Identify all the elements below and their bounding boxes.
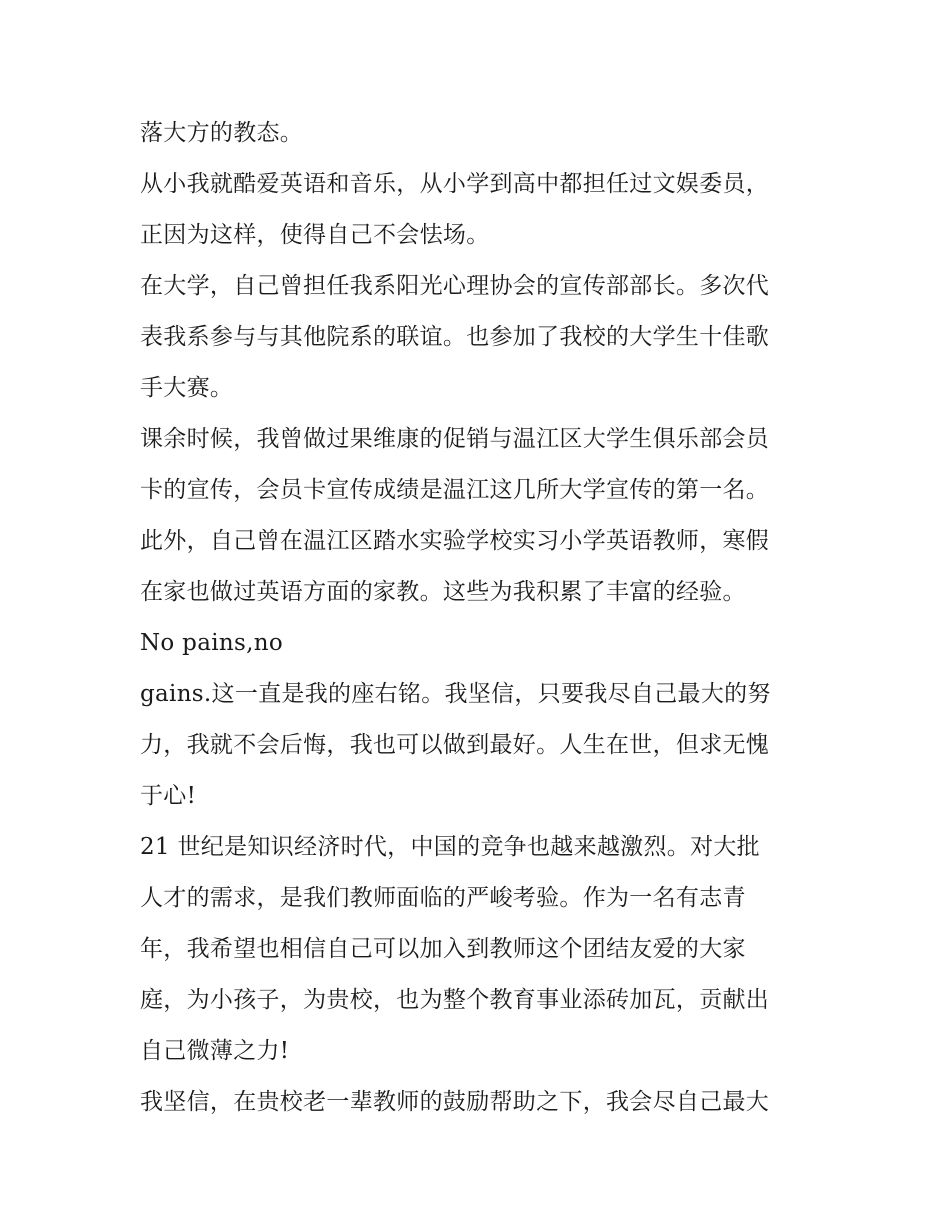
text-line: 表我系参与与其他院系的联谊。也参加了我校的大学生十佳歌	[140, 324, 770, 350]
text-line: 课余时候，我曾做过果维康的促销与温江区大学生俱乐部会员	[140, 426, 770, 452]
text-line: 我坚信，在贵校老一辈教师的鼓励帮助之下，我会尽自己最大	[140, 1089, 770, 1115]
text-line: No pains,no	[140, 630, 283, 656]
text-line: 年，我希望也相信自己可以加入到教师这个团结友爱的大家	[140, 936, 746, 962]
document-body	[140, 108, 820, 1128]
text-line: 力，我就不会后悔，我也可以做到最好。人生在世，但求无愧	[140, 732, 770, 758]
text-line: 在大学，自己曾担任我系阳光心理协会的宣传部部长。多次代	[140, 273, 770, 299]
text-line: 手大赛。	[140, 375, 234, 401]
text-line: 于心!	[140, 783, 197, 809]
text-line: 正因为这样，使得自己不会怯场。	[140, 222, 490, 248]
text-line: 自己微薄之力!	[140, 1038, 290, 1064]
text-line: 庭，为小孩子，为贵校，也为整个教育事业添砖加瓦，贡献出	[140, 987, 770, 1013]
text-line: 从小我就酷爱英语和音乐，从小学到高中都担任过文娱委员，	[140, 171, 770, 197]
text-line: 落大方的教态。	[140, 120, 304, 146]
text-line: 人才的需求，是我们教师面临的严峻考验。作为一名有志青	[140, 885, 746, 911]
text-line: 卡的宣传，会员卡宣传成绩是温江这几所大学宣传的第一名。	[140, 477, 770, 503]
text-line: gains.这一直是我的座右铭。我坚信，只要我尽自己最大的努	[140, 681, 771, 707]
text-line: 在家也做过英语方面的家教。这些为我积累了丰富的经验。	[140, 579, 746, 605]
text-line: 21 世纪是知识经济时代，中国的竞争也越来越激烈。对大批	[140, 834, 760, 860]
text-line: 此外，自己曾在温江区踏水实验学校实习小学英语教师，寒假	[140, 528, 770, 554]
